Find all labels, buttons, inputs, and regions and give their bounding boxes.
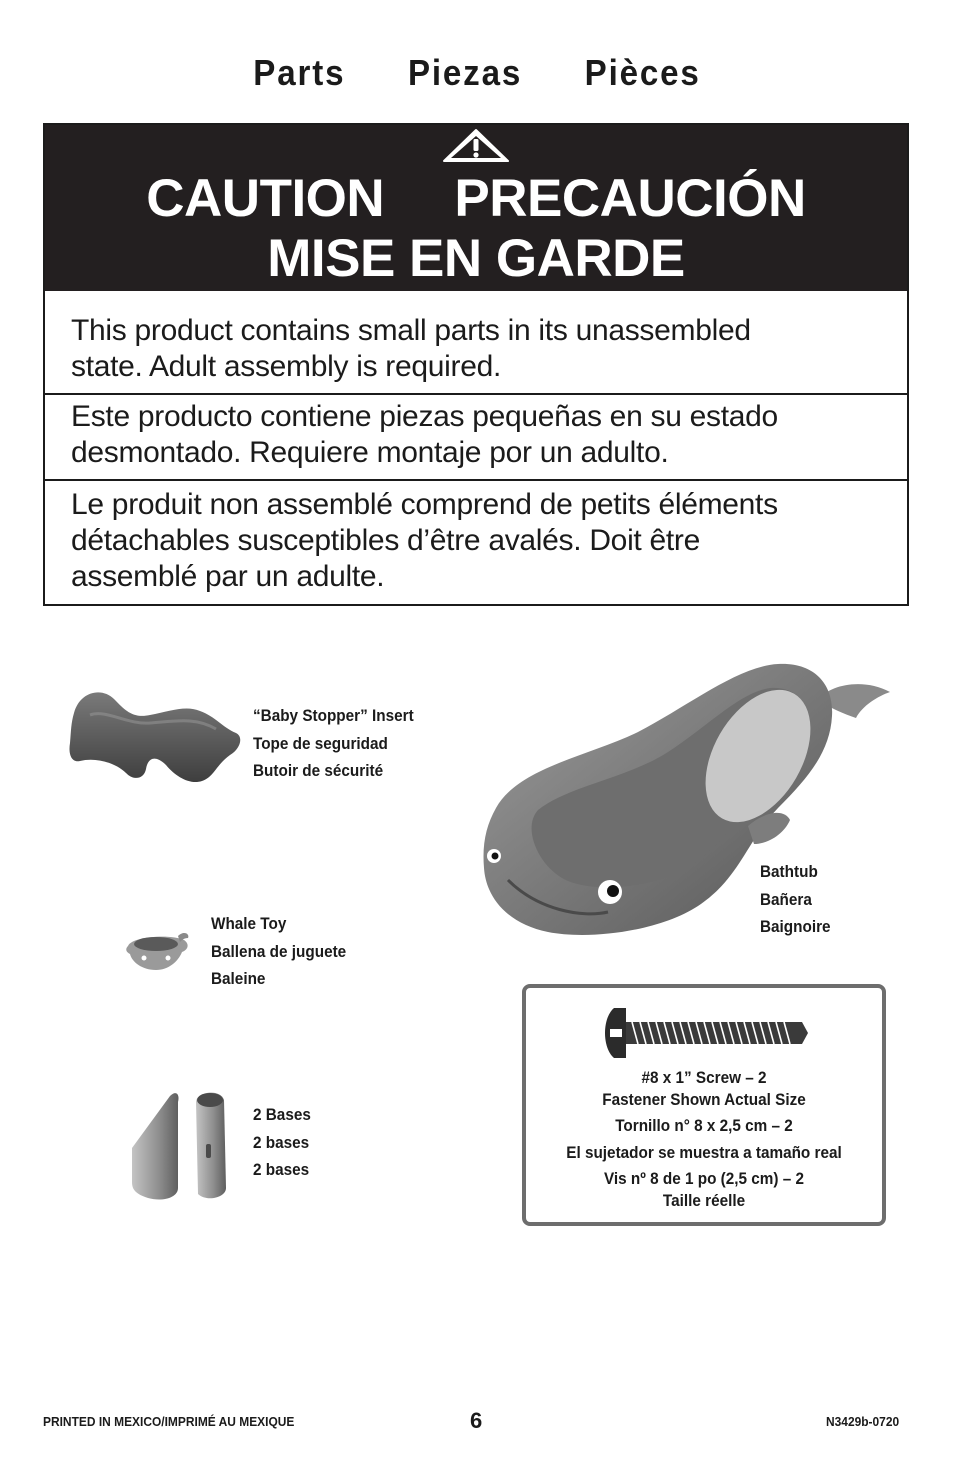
caution-text-fr xyxy=(45,487,907,595)
parts-heading xyxy=(38,52,916,94)
heading-pieces: Pièces xyxy=(584,52,701,93)
caution-text-en-line: state. Adult assembly is required. xyxy=(71,350,502,383)
caution-word-fr: MISE EN GARDE xyxy=(267,229,685,288)
screw-text-es-size: El sujetador se muestra a tamaño real xyxy=(566,1143,842,1162)
insert-label-es: Tope de seguridad xyxy=(253,733,388,753)
caution-box xyxy=(43,123,909,606)
caution-text-es-line: Este producto contiene piezas pequeñas en su estado xyxy=(71,400,778,433)
screw-text-en: #8 x 1” Screw – 2 xyxy=(641,1068,767,1087)
bases-illustration xyxy=(126,1086,236,1204)
divider xyxy=(45,479,907,481)
footer-doc-code: N3429b-0720 xyxy=(826,1414,900,1429)
bases-label-fr: 2 bases xyxy=(253,1160,310,1179)
screw-box xyxy=(522,984,886,1226)
caution-text-en-line: This product contains small parts in its unassembled xyxy=(71,314,751,347)
whale-toy-label-en: Whale Toy xyxy=(211,914,287,933)
insert-label xyxy=(253,702,414,785)
caution-text-es xyxy=(45,399,907,471)
bases-label-en: 2 Bases xyxy=(253,1105,311,1124)
bathtub-illustration xyxy=(478,648,898,940)
bases-label-es: 2 bases xyxy=(253,1132,310,1152)
bathtub-label-fr: Baignoire xyxy=(760,917,831,936)
screw-text-en-size: Fastener Shown Actual Size xyxy=(602,1090,806,1109)
caution-text-fr-line: détachables susceptibles d’être avalés. Doit être xyxy=(71,524,700,557)
whale-toy-label-es: Ballena de juguete xyxy=(211,941,347,961)
caution-text-fr-line: Le produit non assemblé comprend de petits éléments xyxy=(71,488,778,521)
divider xyxy=(45,393,907,395)
whale-toy-illustration xyxy=(122,926,192,976)
whale-toy-label xyxy=(211,910,346,993)
caution-header xyxy=(45,125,907,291)
screw-text-es: Tornillo n° 8 x 2,5 cm – 2 xyxy=(615,1116,793,1135)
page-number: 6 xyxy=(470,1408,483,1433)
heading-piezas: Piezas xyxy=(407,52,523,93)
baby-stopper-insert-illustration xyxy=(66,685,246,790)
heading-parts: Parts xyxy=(253,52,346,93)
caution-word-en: CAUTION xyxy=(146,169,385,228)
caution-title-line1 xyxy=(45,169,907,229)
caution-text-fr-line: assemblé par un adulte. xyxy=(71,560,385,593)
caution-word-es: PRECAUCIÓN xyxy=(454,169,806,228)
screw-text-fr: Vis nº 8 de 1 po (2,5 cm) – 2 xyxy=(603,1169,805,1188)
caution-text-en xyxy=(45,313,907,385)
bases-label xyxy=(253,1101,311,1184)
caution-text-es-line: desmontado. Requiere montaje por un adulto. xyxy=(71,436,669,469)
insert-label-fr: Butoir de sécurité xyxy=(253,761,384,780)
bathtub-label xyxy=(760,858,831,941)
bathtub-label-es: Bañera xyxy=(760,889,812,909)
screw-illustration xyxy=(604,1004,808,1062)
bathtub-label-en: Bathtub xyxy=(760,862,818,881)
whale-toy-label-fr: Baleine xyxy=(211,969,266,988)
insert-label-en: “Baby Stopper” Insert xyxy=(253,706,414,725)
footer-printed-in: PRINTED IN MEXICO/IMPRIMÉ AU MEXIQUE xyxy=(43,1414,295,1429)
warning-triangle-icon xyxy=(441,127,511,163)
screw-text-fr-size: Taille réelle xyxy=(662,1191,746,1210)
